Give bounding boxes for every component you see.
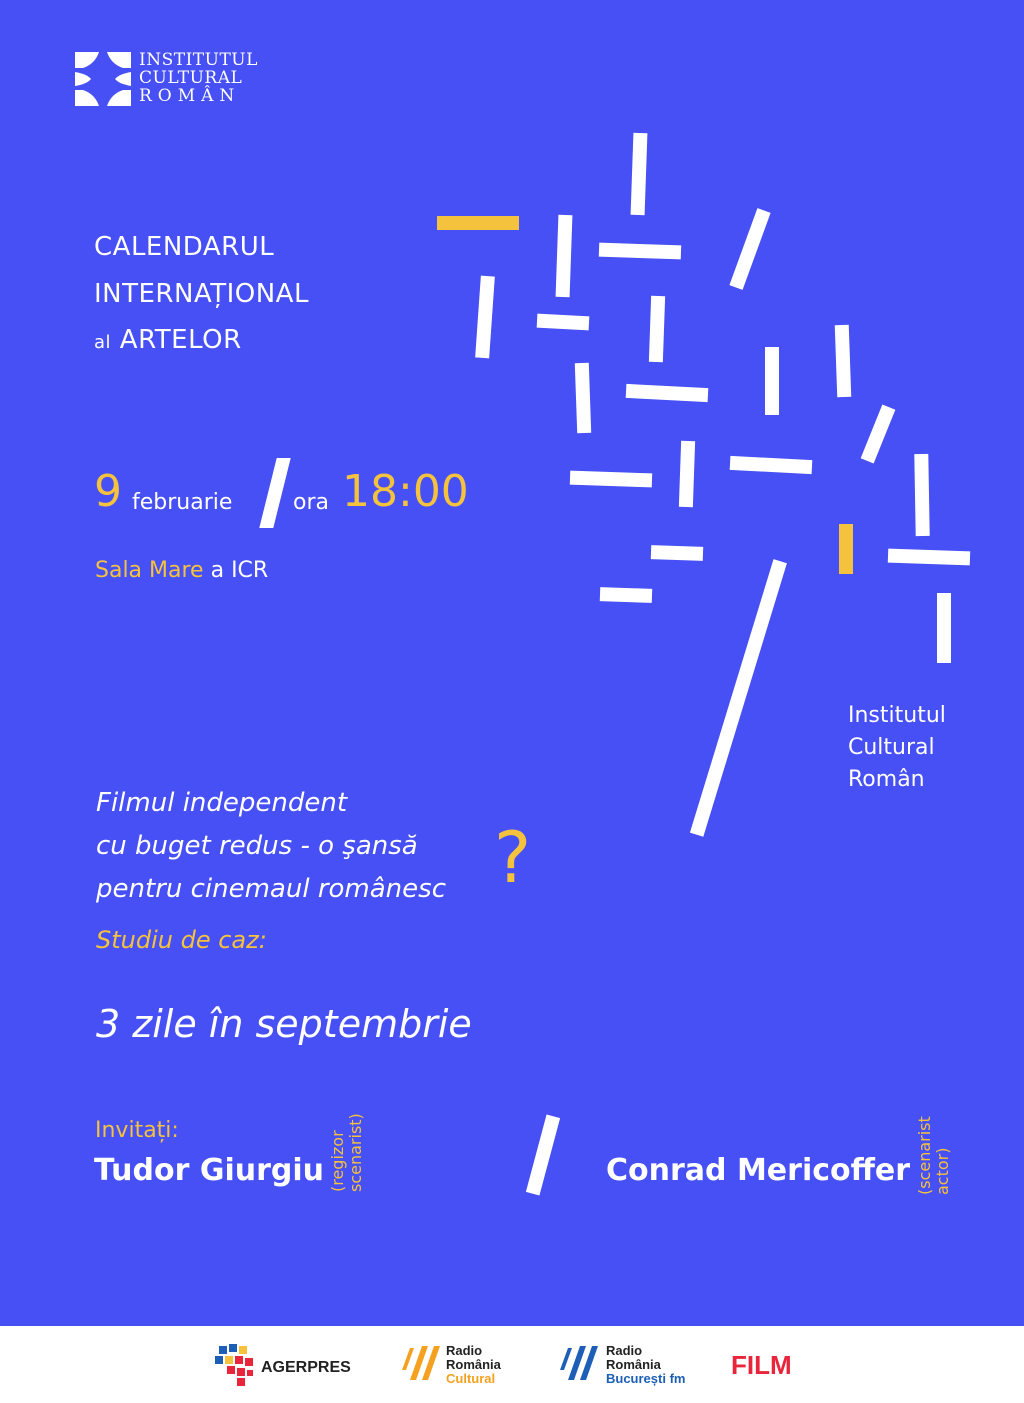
side-line-3: Român bbox=[848, 767, 925, 792]
radio-cultural-label bbox=[446, 1344, 501, 1386]
agerpres-logo-icon bbox=[215, 1340, 257, 1396]
bar-yellow-horizontal bbox=[437, 216, 519, 230]
bar bbox=[765, 347, 779, 415]
guest-1-role-line-2: scenarist) bbox=[346, 1113, 365, 1192]
event-month: februarie bbox=[132, 490, 233, 515]
bar bbox=[556, 215, 573, 297]
bar bbox=[914, 454, 929, 536]
topic-line-2: cu buget redus - o şansă bbox=[96, 831, 418, 861]
radio-cultural-l1: Radio bbox=[446, 1343, 483, 1358]
sponsor-radio-romania-bucuresti[interactable] bbox=[560, 1340, 685, 1390]
sponsor-film[interactable] bbox=[731, 1350, 792, 1381]
topic-title bbox=[96, 782, 446, 911]
bar-yellow-vertical bbox=[839, 524, 853, 574]
logo-line-1: INSTITUTUL bbox=[139, 50, 258, 70]
guests-label: Invitați: bbox=[95, 1118, 179, 1143]
topic-line-1: Filmul independent bbox=[96, 788, 348, 818]
film-title: 3 zile în septembrie bbox=[96, 1002, 472, 1046]
bar bbox=[537, 314, 590, 331]
logo-line-2: CULTURAL bbox=[139, 68, 243, 88]
side-line-2: Cultural bbox=[848, 735, 935, 760]
icr-logo-icon bbox=[73, 48, 133, 110]
logo-line-3: ROMÂN bbox=[139, 86, 241, 106]
bar bbox=[575, 363, 591, 433]
bar bbox=[835, 325, 852, 397]
event-time-label: ora bbox=[293, 490, 329, 515]
calendar-prefix: al bbox=[94, 332, 112, 353]
guest-2-role bbox=[916, 1116, 952, 1195]
question-mark: ? bbox=[494, 817, 532, 899]
radio-bucuresti-l1: Radio bbox=[606, 1343, 643, 1358]
radio-bucuresti-l2: România bbox=[606, 1357, 661, 1372]
event-time: 18:00 bbox=[342, 466, 469, 517]
bar bbox=[631, 133, 648, 215]
topic-line-3: pentru cinemaul românesc bbox=[96, 874, 446, 904]
radio-cultural-l3: Cultural bbox=[446, 1371, 496, 1386]
bar bbox=[600, 587, 652, 603]
radio-bucuresti-logo-icon bbox=[560, 1340, 602, 1390]
guest-1-name: Tudor Giurgiu bbox=[94, 1153, 325, 1188]
guest-1-role bbox=[329, 1113, 365, 1192]
calendar-line-1: CALENDARUL bbox=[94, 232, 275, 262]
agerpres-label: AGERPRES bbox=[261, 1359, 351, 1376]
bar bbox=[937, 593, 951, 663]
calendar-artelor: ARTELOR bbox=[119, 325, 242, 355]
radio-cultural-logo-icon bbox=[402, 1340, 442, 1390]
sponsor-footer bbox=[0, 1326, 1024, 1403]
radio-cultural-l2: România bbox=[446, 1357, 501, 1372]
radio-bucuresti-label bbox=[606, 1344, 685, 1386]
side-institution-text bbox=[848, 700, 946, 796]
guest-2-name: Conrad Mericoffer bbox=[606, 1153, 911, 1188]
bar bbox=[679, 441, 695, 507]
bar bbox=[888, 549, 970, 566]
bar bbox=[649, 296, 665, 362]
guest-2-role-line-2: actor) bbox=[933, 1147, 952, 1195]
bar bbox=[651, 545, 703, 561]
case-study-label: Studiu de caz: bbox=[96, 926, 267, 954]
sponsor-agerpres[interactable] bbox=[215, 1340, 351, 1396]
event-day: 9 bbox=[94, 466, 122, 517]
side-line-1: Institutul bbox=[848, 703, 946, 728]
film-logo-label: FILM bbox=[731, 1350, 792, 1380]
sponsor-radio-romania-cultural[interactable] bbox=[402, 1340, 501, 1390]
venue-main: Sala Mare bbox=[95, 558, 204, 583]
bar bbox=[570, 471, 652, 488]
event-venue bbox=[95, 558, 268, 583]
bar bbox=[599, 243, 681, 260]
icr-logo-text bbox=[139, 51, 258, 105]
calendar-line-3 bbox=[94, 325, 242, 355]
guest-2-role-line-1: (scenarist bbox=[915, 1116, 934, 1195]
guest-1-role-line-1: (regizor bbox=[328, 1130, 347, 1192]
radio-bucuresti-l3: București fm bbox=[606, 1371, 686, 1386]
venue-suffix: a ICR bbox=[210, 558, 269, 583]
calendar-line-2: INTERNAȚIONAL bbox=[94, 279, 309, 309]
